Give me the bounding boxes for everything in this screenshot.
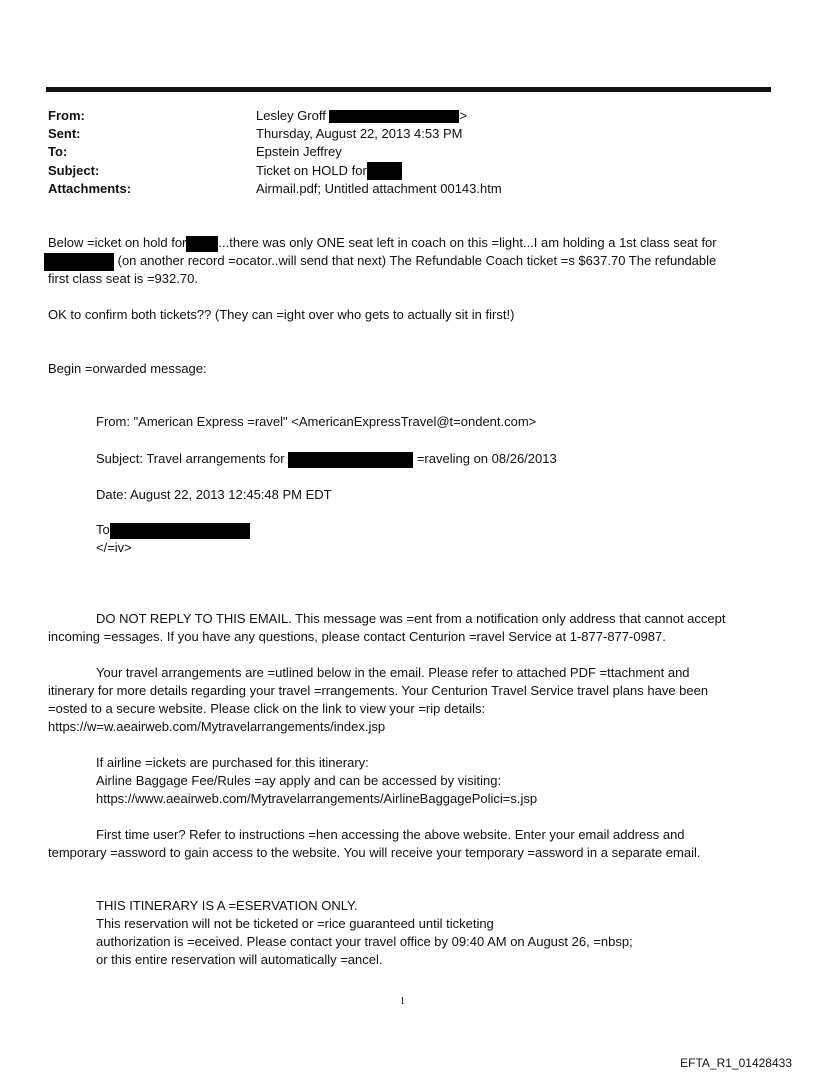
body-text: To: [96, 522, 110, 537]
sent-label: Sent:: [48, 126, 81, 142]
forwarded-div: </=iv>: [96, 540, 132, 555]
body-line: This reservation will not be ticketed or =rice guaranteed until ticketing: [96, 916, 494, 931]
body-text: (on another record =ocator..will send that next) The Refundable Coach ticket =s $637.70 The refundable: [117, 253, 717, 268]
header-rule: [46, 87, 771, 92]
redaction-block: [288, 452, 413, 468]
forwarded-to: [96, 521, 250, 539]
from-name: Lesley Groff: [256, 108, 326, 123]
sent-value: Thursday, August 22, 2013 4:53 PM: [256, 126, 463, 142]
body-line: THIS ITINERARY IS A =ESERVATION ONLY.: [96, 898, 358, 913]
body-text: Subject: Travel arrangements for: [96, 451, 285, 466]
forwarded-date: Date: August 22, 2013 12:45:48 PM EDT: [96, 487, 332, 502]
to-label: To:: [48, 144, 68, 160]
attachments-label: Attachments:: [48, 180, 132, 196]
body-line: =osted to a secure website. Please click on the link to view your =rip details:: [48, 701, 486, 716]
body-line: DO NOT REPLY TO THIS EMAIL. This message was =ent from a notification only address that cannot accept: [96, 611, 726, 626]
body-text: Below =icket on hold for: [48, 235, 187, 250]
to-value: Epstein Jeffrey: [256, 144, 342, 160]
from-label: From:: [48, 108, 85, 123]
body-line: Begin =orwarded message:: [48, 361, 207, 376]
attachments-value: Airmail.pdf; Untitled attachment 00143.htm: [256, 180, 502, 196]
body-line: [44, 252, 716, 271]
redaction-block: [329, 110, 459, 123]
baggage-link[interactable]: https://www.aeairweb.com/Mytravelarrangements/AirlineBaggagePolici=s.jsp: [96, 791, 538, 806]
body-line: authorization is =eceived. Please contact your travel office by 09:40 AM on August 26, =nbsp;: [96, 934, 633, 949]
body-line: Airline Baggage Fee/Rules =ay apply and can be accessed by visiting:: [96, 773, 502, 788]
body-line: [48, 234, 717, 252]
body-line: itinerary for more details regarding your travel =rrangements. Your Centurion Travel Service travel plans have been: [48, 683, 709, 698]
subject-value: [256, 162, 402, 181]
redaction-block: [44, 253, 114, 271]
body-line: If airline =ickets are purchased for this itinerary:: [96, 755, 369, 770]
redaction-block: [367, 162, 402, 180]
body-text: ...there was only ONE seat left in coach on this =light...I am holding a 1st class seat for: [218, 235, 717, 250]
body-line: or this entire reservation will automatically =ancel.: [96, 952, 383, 967]
subject-text: Ticket on HOLD for: [256, 162, 367, 178]
forwarded-subject: [96, 450, 557, 468]
page-number: 1: [400, 996, 405, 1007]
forwarded-from: From: "American Express =ravel" <AmericanExpressTravel@t=ondent.com>: [96, 414, 537, 429]
subject-label: Subject:: [48, 162, 100, 178]
from-value: [256, 107, 467, 125]
from-suffix: >: [459, 108, 468, 123]
body-line: first class seat is =932.70.: [48, 271, 198, 286]
redaction-block: [186, 236, 218, 252]
travel-link[interactable]: https://w=w.aeairweb.com/Mytravelarrangements/index.jsp: [48, 719, 386, 734]
body-line: temporary =assword to gain access to the website. You will receive your temporary =assword in a separate email.: [48, 845, 701, 860]
body-line: incoming =essages. If you have any questions, please contact Centurion =ravel Service at 1-877-877-0987.: [48, 629, 666, 644]
body-line: First time user? Refer to instructions =hen accessing the above website. Enter your email address and: [96, 827, 685, 842]
body-line: Your travel arrangements are =utlined below in the email. Please refer to attached PDF =ttachment and: [96, 665, 690, 680]
body-line: OK to confirm both tickets?? (They can =ight over who gets to actually sit in first!): [48, 307, 515, 322]
document-id: EFTA_R1_01428433: [680, 1056, 792, 1070]
body-text: =raveling on 08/26/2013: [416, 451, 557, 466]
redaction-block: [110, 523, 250, 539]
